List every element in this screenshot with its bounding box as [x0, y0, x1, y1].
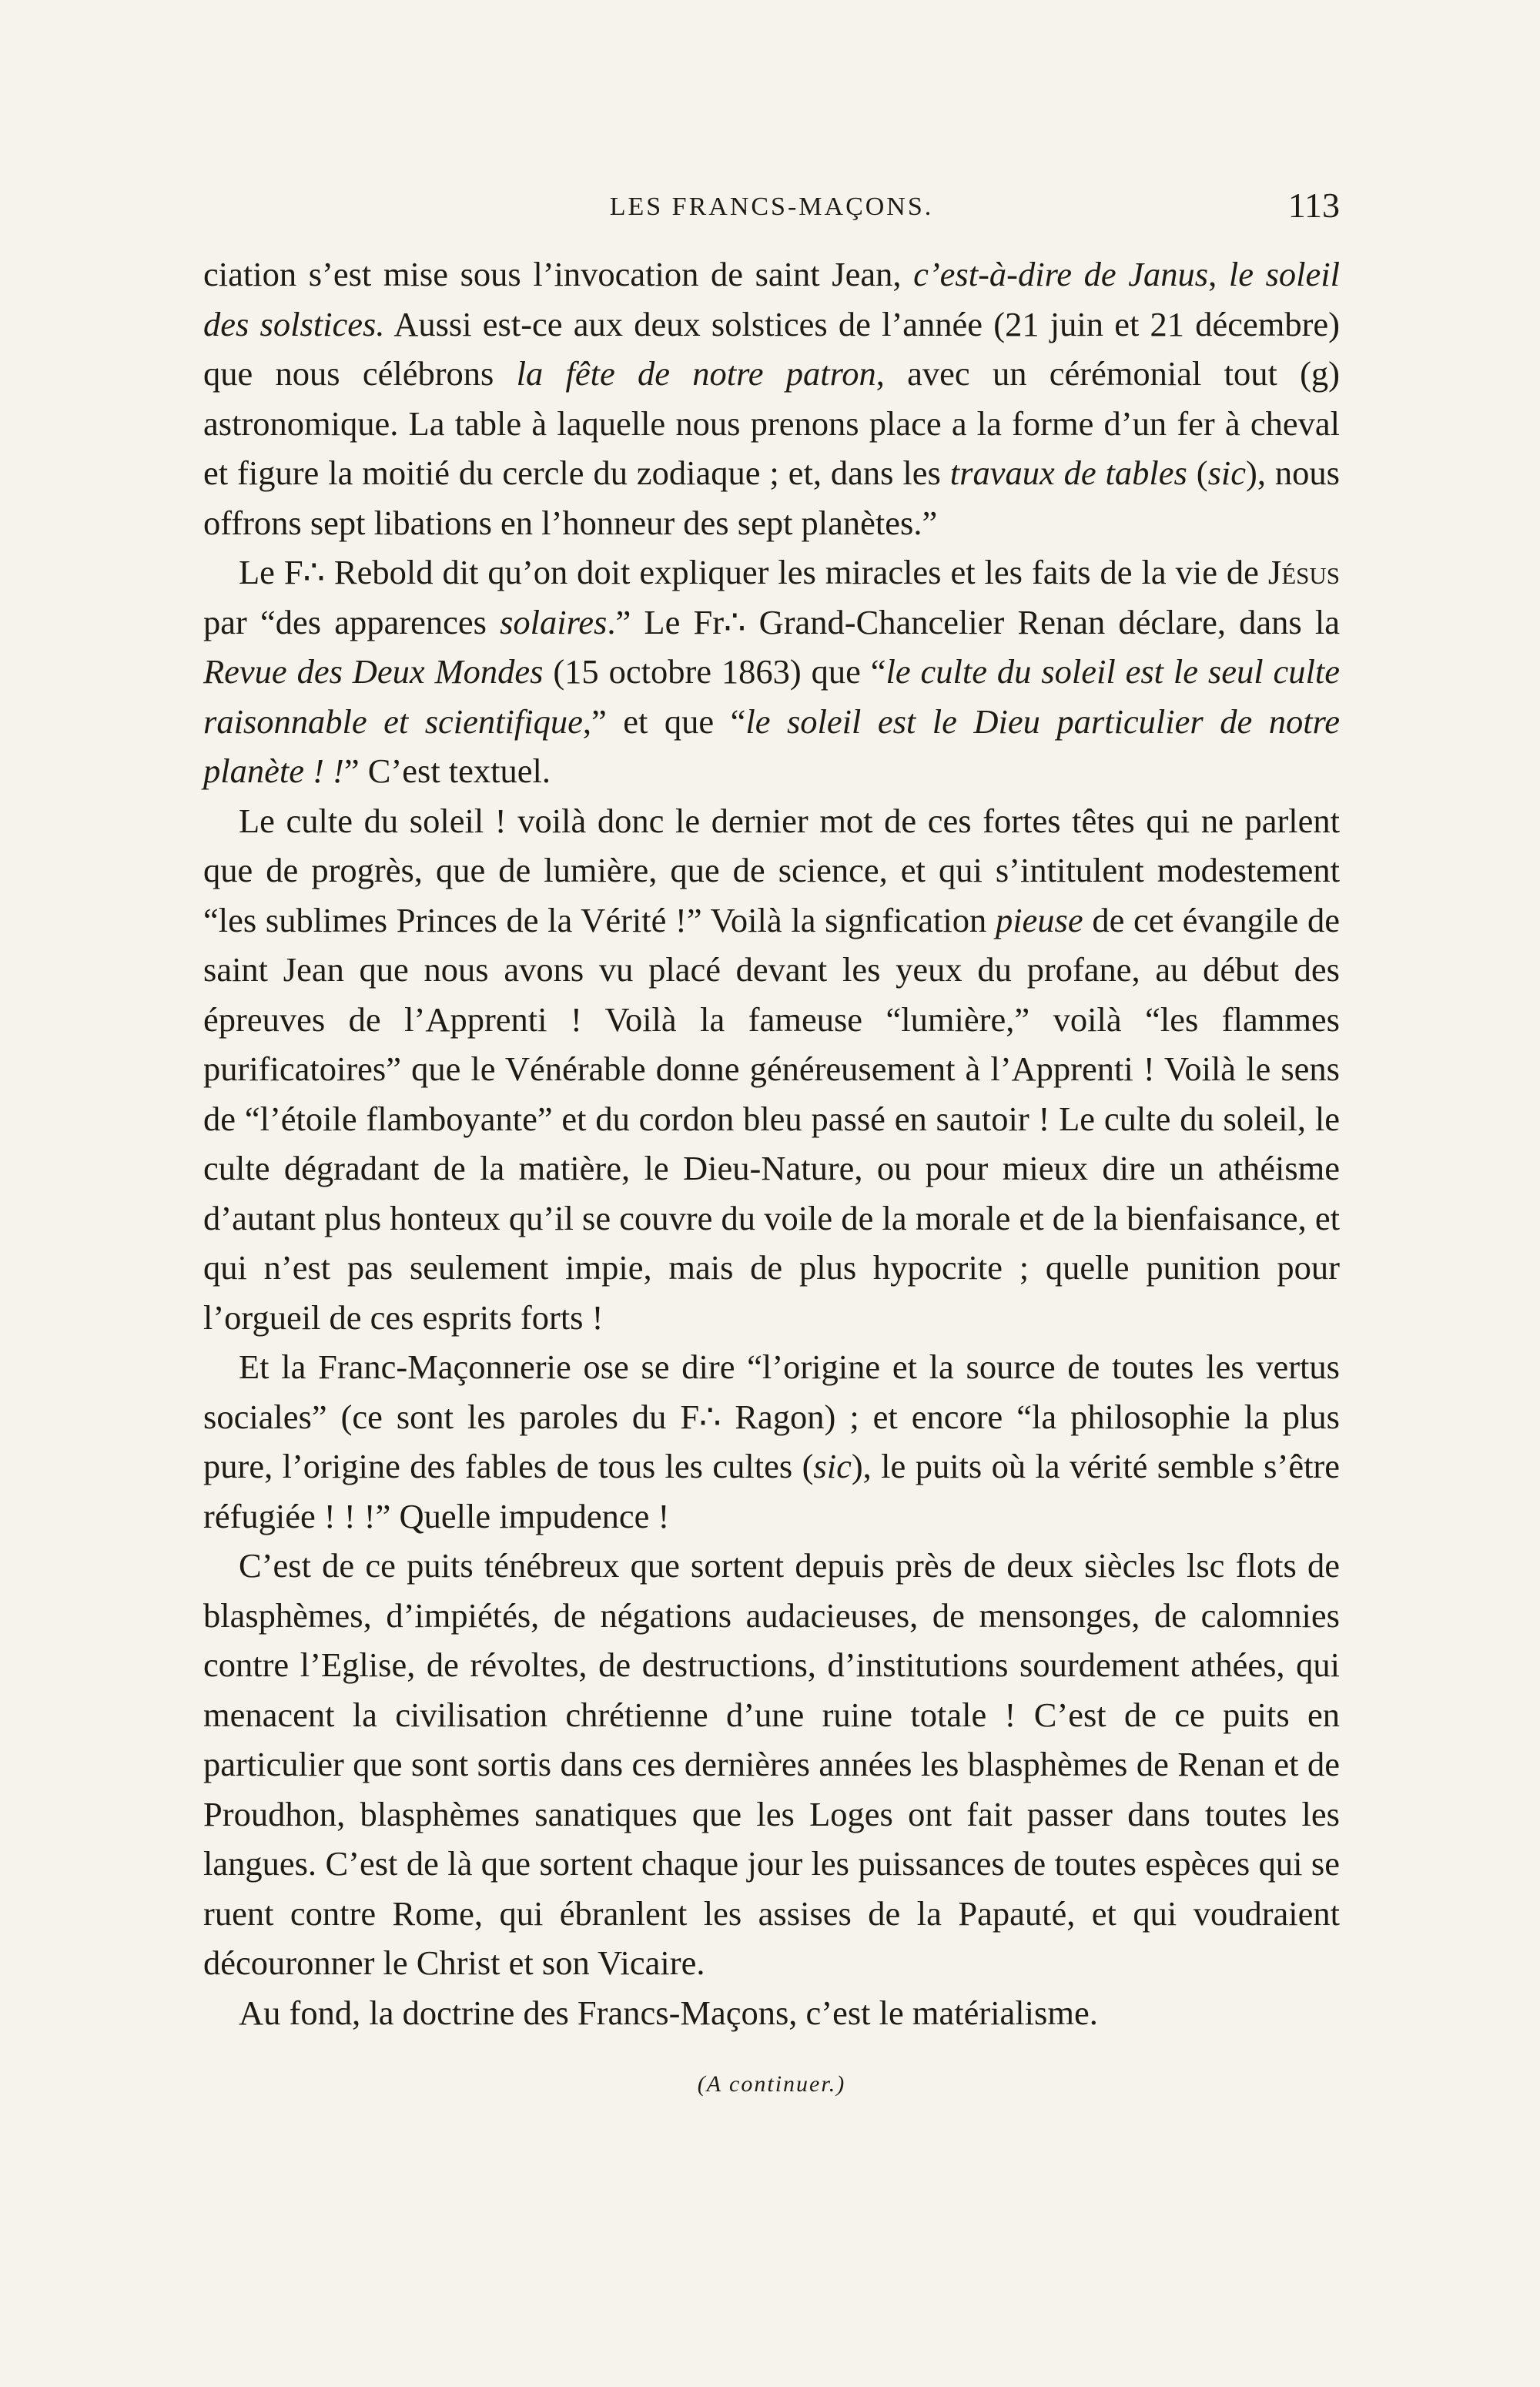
paragraph-3 — [203, 796, 1340, 1343]
text-run: ), nous offrons sept libations en l’honneur des sept planètes.” — [203, 454, 1340, 542]
italic-text: Revue des Deux Mondes — [203, 652, 544, 691]
text-run: ” C’est textuel. — [343, 752, 551, 790]
text-run: ciation s’est mise sous l’invocation de saint Jean, — [203, 255, 914, 293]
body-text — [203, 249, 1340, 2037]
italic-text: c’est-à-dire de Janus — [913, 255, 1209, 293]
text-run: , — [1208, 255, 1229, 293]
text-run: Au fond, la doctrine des Francs-Maçons, c’est le matérialisme. — [239, 1993, 1098, 2032]
italic-text: la fête de notre patron — [516, 354, 876, 393]
italic-text: sic — [1207, 454, 1247, 492]
italic-text: pieuse — [995, 900, 1083, 939]
text-run: , avec un cérémonial tout (g) astronomique. La table à laquelle nous prenons place a la forme d’un fer à cheval et figure la moitié du cercle du zodiaque ; et, dans les — [203, 354, 1340, 492]
text-run: Le culte du soleil ! voilà donc le dernier mot de ces fortes têtes qui ne parlent que de progrès, que de lumière, que de science, et qui s’intitulent modestement “les sublimes Princes de la Vérité !” Voilà la signfication — [203, 801, 1340, 939]
text-run: .” Le Fr∴ Grand-Chancelier Renan déclare, dans la — [607, 602, 1340, 641]
paragraph-2 — [203, 547, 1340, 796]
text-run: de cet évangile de saint Jean que nous avons vu placé devant les yeux du profane, au début des épreuves de l’Apprenti ! Voilà la fameuse “lumière,” voilà “les flammes purificatoires” que le Vénérable donne généreusement à l’Apprenti ! Voilà le sens de “l’étoile flamboyante” et du cordon bleu passé en sautoir ! Le culte du soleil, le culte dégradant de la matière, le Dieu-Nature, ou pour mieux dire un athéisme d’autant plus honteux qu’il se couvre du voile de la morale et de la bienfaisance, et qui n’est pas seulement impie, mais de plus hypocrite ; quelle punition pour l’orgueil de ces esprits forts ! — [203, 900, 1340, 1337]
running-title: LES FRANCS-MAÇONS. — [609, 192, 934, 221]
text-run: Aussi est-ce aux deux solstices de l’année (21 juin et 21 décembre) que nous célébrons — [203, 304, 1340, 393]
book-page — [203, 177, 1340, 2097]
paragraph-1 — [203, 249, 1340, 547]
page-number: 113 — [1287, 186, 1340, 225]
text-run: ,” et que “ — [582, 701, 746, 741]
italic-text: sic — [813, 1447, 852, 1485]
italic-text: le soleil est le Dieu particulier de notre planète ! ! — [203, 701, 1340, 790]
italic-text: le culte du soleil est le seul culte raisonnable et scientifique — [203, 652, 1340, 741]
text-run: C’est de ce puits ténébreux que sortent depuis près de deux siècles lsc flots de blasphèmes, d’impiétés, de négations audacieuses, de mensonges, de calomnies contre l’Eglise, de révoltes, de destructions, d’institutions sourdement athées, qui menacent la civilisation chrétienne d’une ruine totale ! C’est de ce puits en particulier que sont sortis dans ces dernières années les blasphèmes de Renan et de Proudhon, blasphèmes sanatiques que les Loges ont fait passer dans toutes les langues. C’est de là que sortent chaque jour les puissances de toutes espèces qui se ruent contre Rome, qui ébranlent les assises de la Papauté, et qui voudraient découronner le Christ et son Vicaire. — [203, 1546, 1340, 1982]
italic-text: le soleil des solstices. — [203, 255, 1340, 343]
continuation-note: (A continuer.) — [697, 2071, 846, 2097]
paragraph-4 — [203, 1342, 1340, 1541]
italic-text: travaux de tables — [949, 454, 1187, 492]
italic-text: solaires — [500, 602, 608, 641]
text-run: (15 octobre 1863) que “ — [543, 652, 886, 691]
text-run: Et la Franc-Maçonnerie ose se dire “l’origine et la source de toutes les vertus sociales” (ce sont les paroles du F∴ Ragon) ; et encore “la philosophie la plus pure, l’origine des fables de tous les cultes ( — [203, 1348, 1340, 1485]
text-run: Le F∴ Rebold dit qu’on doit expliquer les miracles et les faits de la vie de — [239, 553, 1268, 591]
text-run: ), le puits où la vérité semble s’être réfugiée ! ! !” Quelle impudence ! — [203, 1447, 1340, 1535]
paragraph-6 — [203, 1988, 1340, 2038]
running-head — [203, 177, 1340, 231]
small-caps-text: Jésus — [1267, 553, 1340, 591]
paragraph-5 — [203, 1541, 1340, 1988]
text-run: par “des apparences — [203, 602, 500, 641]
text-run: ( — [1187, 454, 1208, 492]
